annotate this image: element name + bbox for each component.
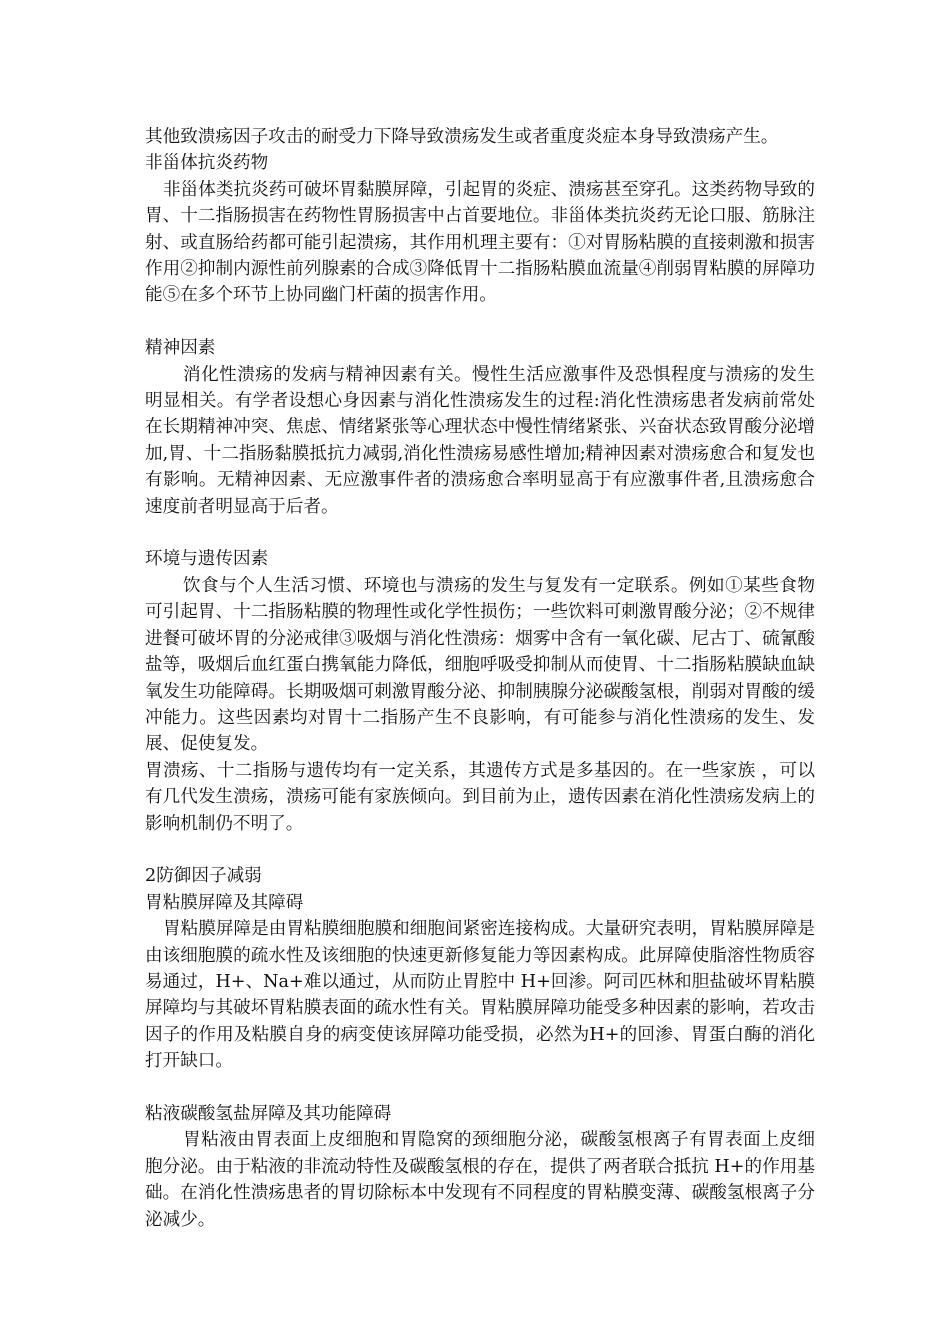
- environment-genetics-heading: 环境与遗传因素: [145, 549, 269, 570]
- mucus-bicarbonate-heading: 粘液碳酸氢盐屏障及其功能障碍: [145, 1103, 392, 1124]
- nsaid-heading: 非甾体抗炎药物: [145, 153, 269, 174]
- intro-continuation-paragraph: 其他致溃疡因子攻击的耐受力下降导致溃疡发生或者重度炎症本身导致溃疡产生。: [145, 127, 779, 147]
- mental-factors-paragraph: 消化性溃疡的发病与精神因素有关。慢性生活应激事件及恐惧程度与溃疡的发生明显相关。有学者设想心身因素与消化性溃疡发生的过程:消化性溃疡患者发病前常处在长期精神冲突、焦虑、情绪紧张等心理状态中慢性情绪紧张、兴奋状态致胃酸分泌增加,胃、十二指肠黏膜抵抗力减弱,消化性溃疡易感性增加;精神因素对溃疡愈合和复发也有影响。无精神因素、无应激事件者的溃疡愈合率明显高于有应激事件者,且溃疡愈合速度前者明显高于后者。: [145, 364, 815, 517]
- spacer: [145, 309, 815, 335]
- spacer: [145, 1075, 815, 1101]
- spacer: [145, 837, 815, 863]
- mental-factors-heading: 精神因素: [145, 338, 216, 359]
- defense-factors-heading: 2防御因子减弱: [145, 866, 262, 887]
- mucosal-barrier-heading: 胃粘膜屏障及其障碍: [145, 892, 304, 913]
- mucus-bicarbonate-paragraph: 胃粘液由胃表面上皮细胞和胃隐窝的颈细胞分泌，碳酸氢根离子有胃表面上皮细胞分泌。由于粘液的非流动特性及碳酸氢根的存在，提供了两者联合抵抗 H+的作用基础。在消化性溃疡患者的胃切除标本中发现有不同程度的胃粘膜变薄、碳酸氢根离子分泌减少。: [145, 1130, 815, 1230]
- spacer: [145, 520, 815, 546]
- nsaid-paragraph: 非甾体类抗炎药可破坏胃黏膜屏障，引起胃的炎症、溃疡甚至穿孔。这类药物导致的胃、十二指肠损害在药物性胃肠损害中占首要地位。非甾体类抗炎药无论口服、筋脉注射、或直肠给药都可能引起溃疡，其作用机理主要有：①对胃肠粘膜的直接刺激和损害作用②抑制内源性前列腺素的合成③降低胃十二指肠粘膜血流量④削弱胃粘膜的屏障功能⑤在多个环节上协同幽门杆菌的损害作用。: [145, 179, 815, 306]
- document-page: [145, 124, 815, 1233]
- mucosal-barrier-paragraph: 胃粘膜屏障是由胃粘膜细胞膜和细胞间紧密连接构成。大量研究表明，胃粘膜屏障是由该细胞膜的疏水性及该细胞的快速更新修复能力等因素构成。此屏障使脂溶性物质容易通过，H+、Na+难以通过，从而防止胃腔中 H+回渗。阿司匹林和胆盐破坏胃粘膜屏障均与其破坏胃粘膜表面的疏水性有关。胃粘膜屏障功能受多种因素的影响，若攻击因子的作用及粘膜自身的病变使该屏障功能受损，必然为H+的回渗、胃蛋白酶的消化打开缺口。: [145, 919, 815, 1072]
- environment-paragraph: 饮食与个人生活习惯、环境也与溃疡的发生与复发有一定联系。例如①某些食物可引起胃、十二指肠粘膜的物理性或化学性损伤；一些饮料可刺激胃酸分泌；②不规律进餐可破坏胃的分泌戒律③吸烟与消化性溃疡：烟雾中含有一氧化碳、尼古丁、硫氰酸盐等，吸烟后血红蛋白携氧能力降低，细胞呼吸受抑制从而使胃、十二指肠粘膜缺血缺氧发生功能障碍。长期吸烟可刺激胃酸分泌、抑制胰腺分泌碳酸氢根，削弱对胃酸的缓冲能力。这些因素均对胃十二指肠产生不良影响，有可能参与消化性溃疡的发生、发展、促使复发。: [145, 575, 815, 755]
- genetics-paragraph: 胃溃疡、十二指肠与遗传均有一定关系，其遗传方式是多基因的。在一些家族 ，可以有几代发生溃疡，溃疡可能有家族倾向。到目前为止，遗传因素在消化性溃疡发病上的影响机制仍不明了。: [145, 760, 815, 834]
